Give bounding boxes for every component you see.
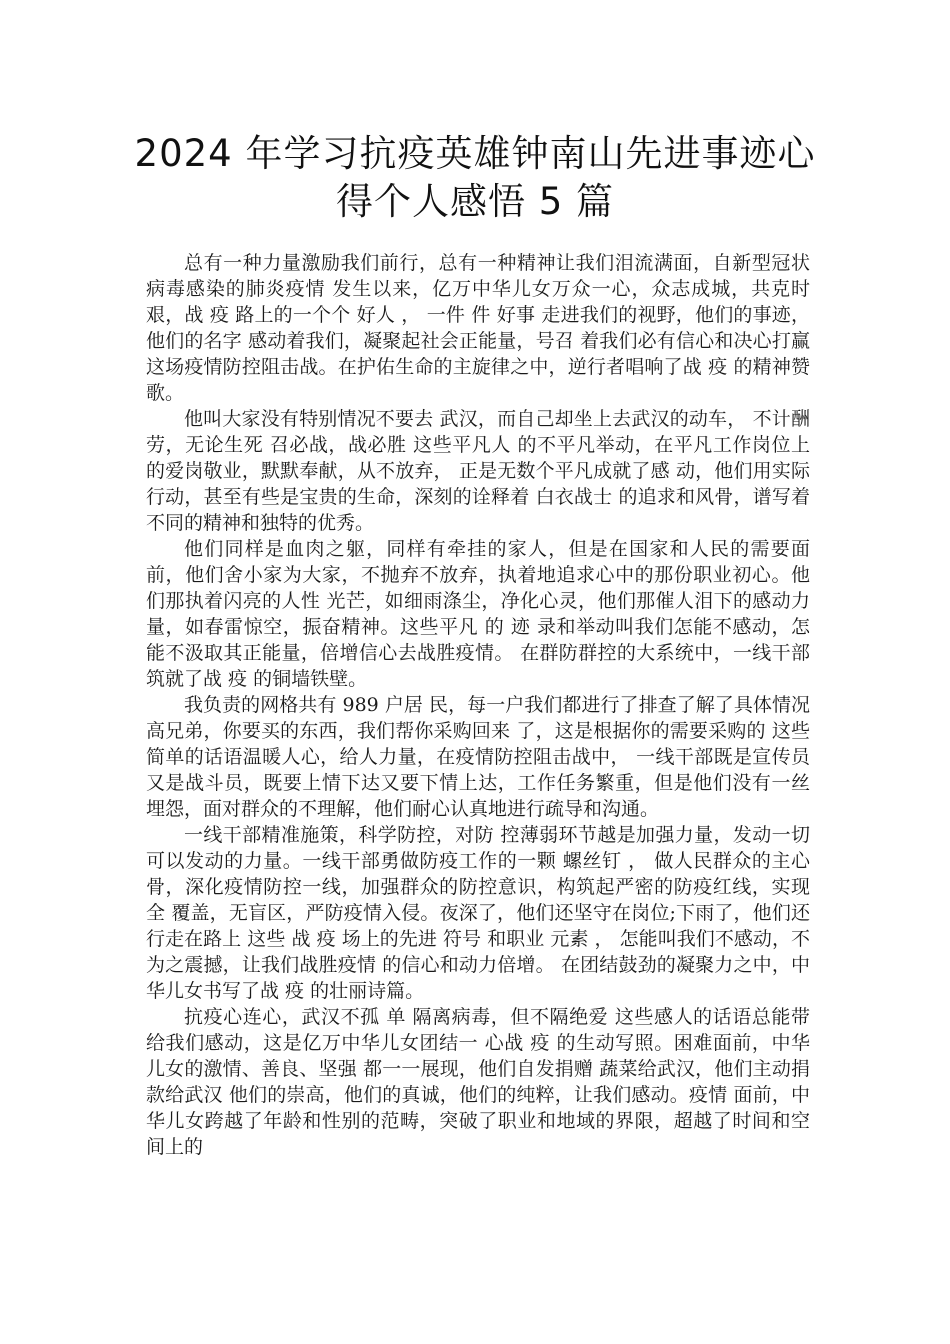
paragraph-1: 总有一种力量激励我们前行，总有一种精神让我们泪流满面，自新型冠状病毒感染的肺炎疫情 发生以来，亿万中华儿女万众一心，众志成城，共克时艰，战 疫 路上的一个个 好人 ， 一件 件 好事 走进我们的视野，他们的事迹，他们的名字 感动着我们，凝聚起社会正能量，号召 着我们必有信心和决心打赢这场疫情防控阻击战。在护佑生命的主旋律之中，逆行者唱响了战 疫 的精神赞歌。 [146, 252, 810, 404]
title-line-2: 得个人感悟 5 篇 [335, 180, 615, 223]
paragraph-2: 他叫大家没有特别情况不要去 武汉，而自己却坐上去武汉的动车， 不计酬劳，无论生死 召必战，战必胜 这些平凡人 的不平凡举动，在平凡工作岗位上的爱岗敬业，默默奉献，从不放弃， 正是无数个平凡成就了感 动，他们用实际行动，甚至有些是宝贵的生命，深刻的诠释着 白衣战士 的追求和风骨，谱写着 不同的精神和独特的优秀。 [146, 408, 810, 534]
title-line-1: 2024 年学习抗疫英雄钟南山先进事迹心 [134, 132, 816, 175]
document-body [146, 250, 810, 1160]
paragraph-3: 他们同样是血肉之躯，同样有牵挂的家人，但是在国家和人民的需要面 前，他们舍小家为大家，不抛弃不放弃，执着地追求心中的那份职业初心。他们那执着闪亮的人性 光芒，如细雨涤尘，净化心灵，他们那催人泪下的感动力量，如春雷惊空，振奋精神。这些平凡 的 迹 录和举动叫我们怎能不感动，怎能不汲取其正能量，倍增信心去战胜疫情。 在群防群控的大系统中，一线干部筑就了战 疫 的铜墙铁壁。 [146, 538, 810, 690]
paragraph-5: 一线干部精准施策，科学防控，对防 控薄弱环节越是加强力量，发动一切可以发动的力量。一线干部勇做防疫工作的一颗 螺丝钉 ， 做人民群众的主心骨，深化疫情防控一线，加强群众的防控意识，构筑起严密的防疫红线，实现全 覆盖，无盲区，严防疫情入侵。夜深了，他们还坚守在岗位;下雨了，他们还行走在路上 这些 战 疫 场上的先进 符号 和职业 元素 ， 怎能叫我们不感动，不为之震撼，让我们战胜疫情 的信心和动力倍增。 在团结鼓劲的凝聚力之中，中华儿女书写了战 疫 的壮丽诗篇。 [146, 824, 810, 1002]
paragraph-4: 我负责的网格共有 989 户居 民，每一户我们都进行了排查了解了具体情况 高兄弟，你要买的东西，我们帮你采购回来 了，这是根据你的需要采购的 这些简单的话语温暖人心，给人力量，在疫情防控阻击战中， 一线干部既是宣传员又是战斗员，既要上情下达又要下情上达，工作任务繁重，但是他们没有一丝埋怨，面对群众的不理解，他们耐心认真地进行疏导和沟通。 [146, 694, 810, 820]
document-title [100, 130, 850, 226]
paragraph-6: 抗疫心连心，武汉不孤 单 隔离病毒，但不隔绝爱 这些感人的话语总能带给我们感动，这是亿万中华儿女团结一 心战 疫 的生动写照。困难面前，中华儿女的激情、善良、坚强 都一一展现，他们自发捐赠 蔬菜给武汉，他们主动捐款给武汉 他们的崇高，他们的真诚，他们的纯粹，让我们感动。疫情 面前，中华儿女跨越了年龄和性别的范畴，突破了职业和地域的界限，超越了时间和空间上的 [146, 1006, 810, 1158]
